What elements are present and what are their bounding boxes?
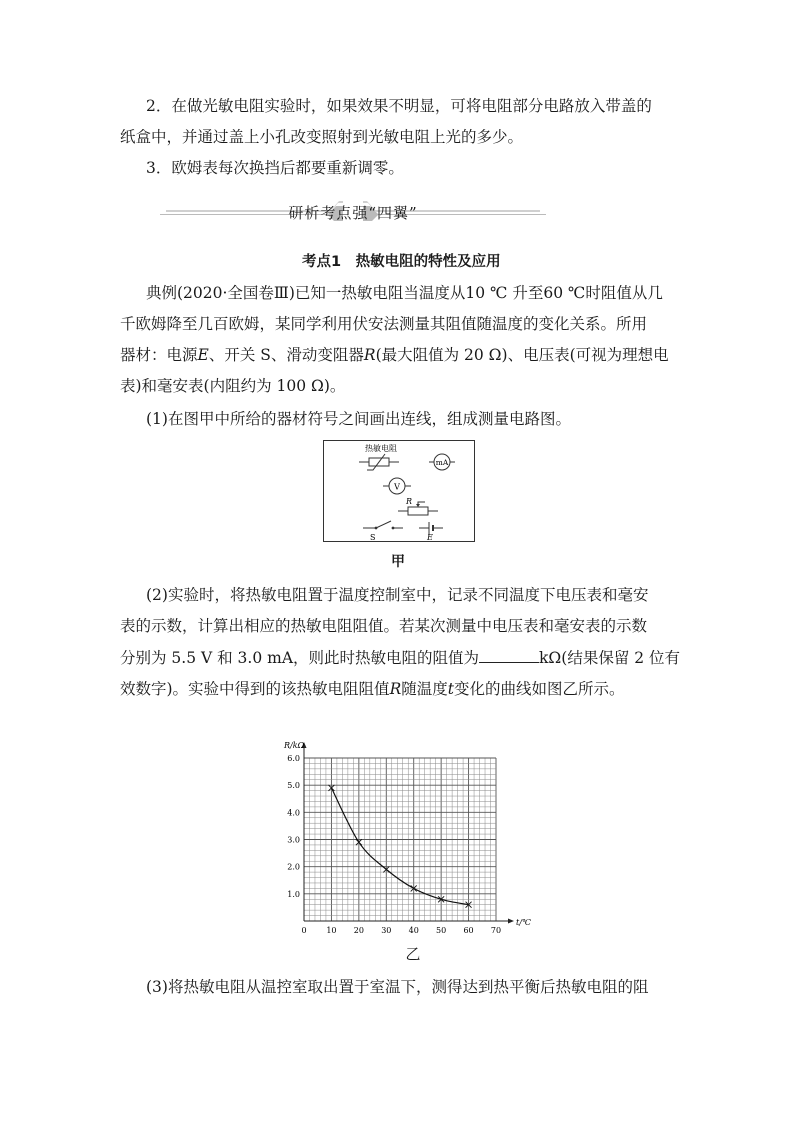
y-axis-label: R/kΩ xyxy=(284,741,305,750)
ammeter-symbol xyxy=(429,454,455,470)
x-axis-arrow xyxy=(508,919,514,924)
note-3: 3．欧姆表每次换挡后都要重新调零。 xyxy=(146,159,404,177)
chart-svg xyxy=(270,724,550,944)
question-2-line-4: 效数字)。实验中得到的该热敏电阻阻值R随温度t变化的曲线如图乙所示。 xyxy=(120,680,625,698)
x-tick-label: 30 xyxy=(381,926,392,935)
battery-symbol xyxy=(419,522,443,542)
note-2-line-2: 纸盒中，并通过盖上小孔改变照射到光敏电阻上光的多少。 xyxy=(120,128,524,146)
voltmeter-label: V xyxy=(394,482,400,492)
y-tick-label: 4.0 xyxy=(287,808,300,818)
switch-label: S xyxy=(370,533,376,542)
resistance-temperature-chart xyxy=(270,724,550,944)
y-tick-label: 6.0 xyxy=(287,754,300,763)
var-R: R xyxy=(363,346,376,364)
var-E: E xyxy=(197,346,209,364)
x-tick-label: 70 xyxy=(490,926,502,935)
question-2-line-2: 表的示数，计算出相应的热敏电阻阻值。若某次测量中电压表和毫安表的示数 xyxy=(120,617,648,635)
x-tick-label: 40 xyxy=(408,926,419,935)
y-tick-label: 2.0 xyxy=(287,862,300,872)
section-title: 考点1 热敏电阻的特性及应用 xyxy=(302,254,501,270)
chart-grid xyxy=(304,758,496,921)
y-tick-label: 1.0 xyxy=(287,889,300,899)
rheostat-label: R xyxy=(406,497,413,506)
voltmeter-symbol xyxy=(383,478,411,494)
y-tick-label: 3.0 xyxy=(287,835,300,845)
battery-label: E xyxy=(427,533,433,542)
rheostat-symbol xyxy=(398,497,438,515)
section-banner xyxy=(160,198,546,226)
example-line-4: 表)和毫安表(内阻约为 100 Ω)。 xyxy=(120,377,346,395)
circuit-figure xyxy=(323,440,475,544)
thermistor-symbol xyxy=(359,454,399,470)
y-tick-label: 5.0 xyxy=(287,781,300,791)
x-tick-label: 20 xyxy=(353,926,364,935)
x-tick-label: 0 xyxy=(301,926,307,935)
note-2-line-1: 2．在做光敏电阻实验时，如果效果不明显，可将电阻部分电路放入带盖的 xyxy=(146,97,652,115)
answer-blank xyxy=(479,647,539,663)
question-2-line-1: (2)实验时，将热敏电阻置于温度控制室中，记录不同温度下电压表和毫安 xyxy=(146,586,649,604)
x-tick-label: 50 xyxy=(436,926,447,935)
switch-symbol xyxy=(363,521,403,542)
question-1: (1)在图甲中所给的器材符号之间画出连线，组成测量电路图。 xyxy=(146,410,571,428)
example-line-2: 千欧姆降至几百欧姆，某同学利用伏安法测量其阻值随温度的变化关系。所用 xyxy=(120,315,648,333)
ammeter-label: mA xyxy=(435,458,449,467)
x-tick-label: 60 xyxy=(463,926,474,935)
x-axis-label: t/℃ xyxy=(516,918,531,927)
figure-caption-yi: 乙 xyxy=(405,945,421,963)
question-3: (3)将热敏电阻从温控室取出置于室温下，测得达到热平衡后热敏电阻的阻 xyxy=(146,978,649,996)
example-line-1: 典例(2020·全国卷Ⅲ)已知一热敏电阻当温度从10 ℃ 升至60 ℃时阻值从几 xyxy=(146,284,663,302)
x-tick-label: 10 xyxy=(326,926,337,935)
resistance-curve xyxy=(331,788,468,905)
example-line-3: 器材：电源E、开关 S、滑动变阻器R(最大阻值为 20 Ω)、电压表(可视为理想电 xyxy=(120,346,669,364)
chart-axes xyxy=(302,742,515,924)
chart-series xyxy=(328,785,471,908)
question-2-line-3: 分别为 5.5 V 和 3.0 mA，则此时热敏电阻的阻值为 kΩ(结果保留 2 位有 xyxy=(120,649,681,667)
figure-caption-jia: 甲 xyxy=(391,554,405,570)
banner-title: 研析考点强“四翼” xyxy=(288,204,418,222)
thermistor-label: 热敏电阻 xyxy=(365,444,397,453)
